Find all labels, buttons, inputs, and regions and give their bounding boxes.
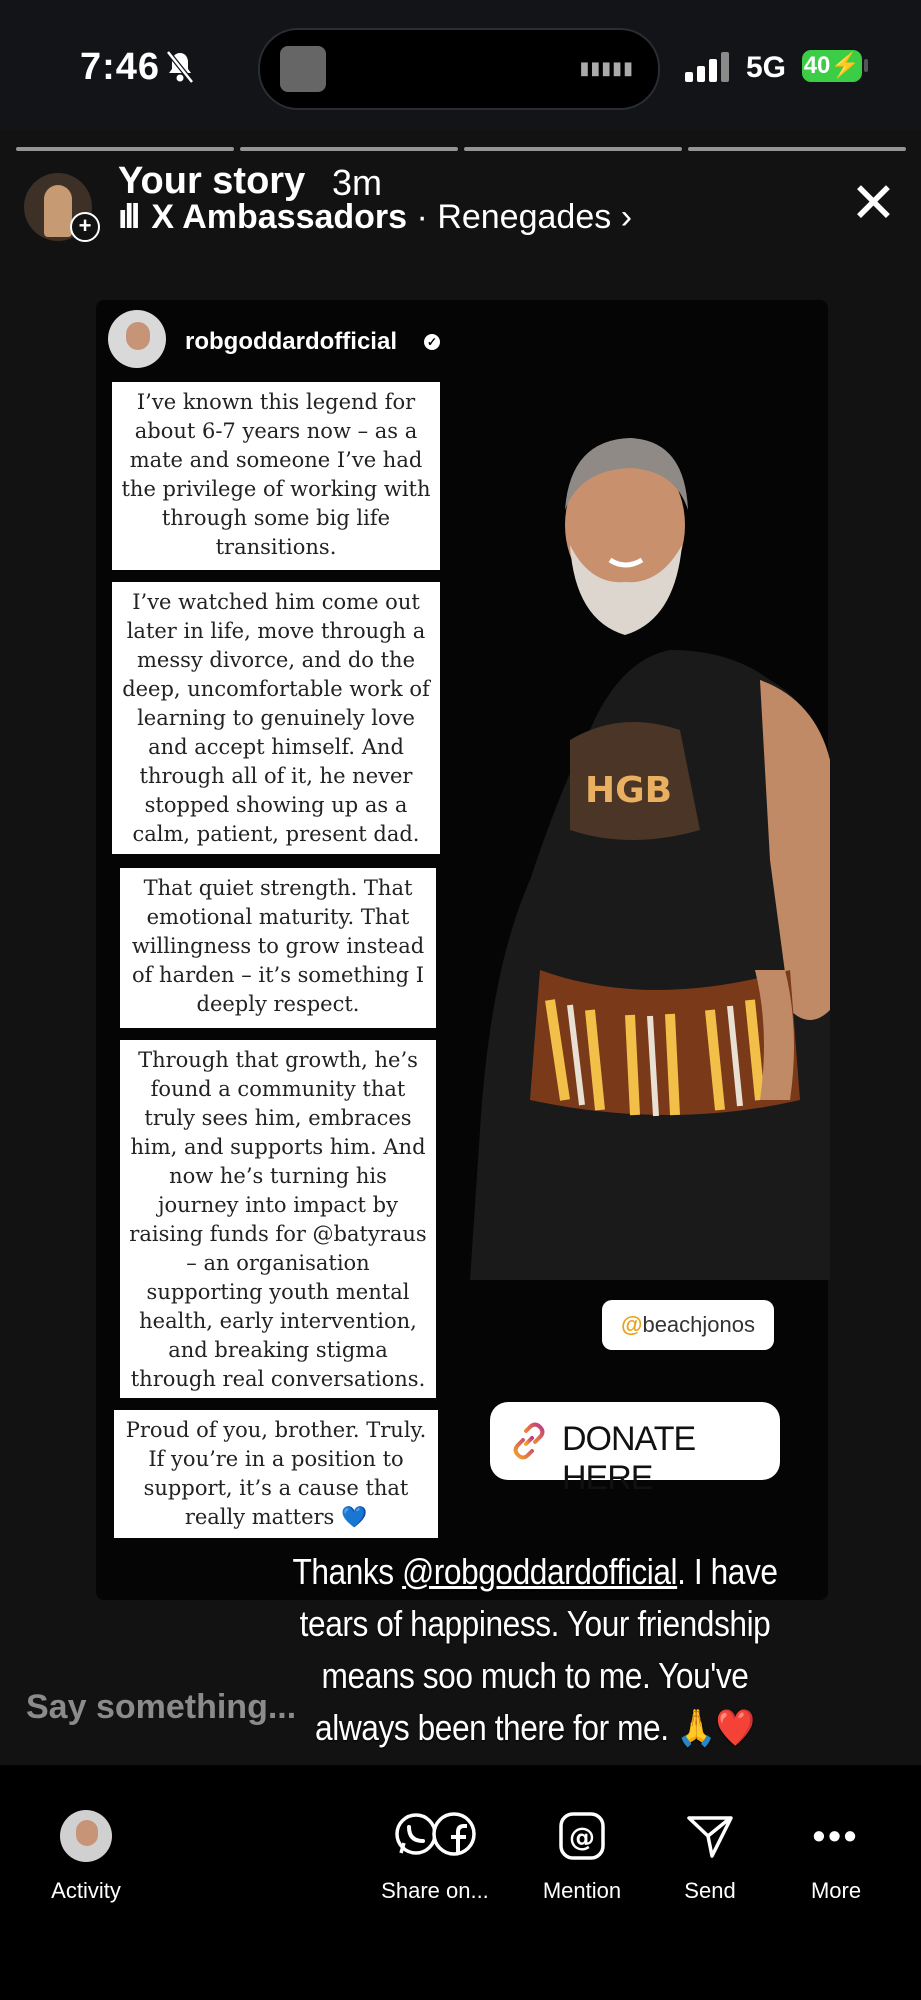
battery-level: 40 (803, 52, 831, 79)
share-on-label: Share on... (381, 1878, 489, 1903)
caption-prefix: Thanks (292, 1551, 403, 1592)
activity-label: Activity (51, 1878, 121, 1903)
caption-line1-rest: . I have (677, 1551, 778, 1592)
svg-text:HGB: HGB (585, 770, 673, 811)
text-note-2: I’ve watched him come out later in life, move through a messy divorce, and do the deep, uncomfortable work of learning to genuinely love and accept himself. And through all of it, he never stopped showing up as a calm, patient, present dad. (112, 582, 440, 854)
story-title[interactable]: Your story (118, 160, 306, 202)
send-label: Send (684, 1878, 736, 1903)
music-attribution[interactable] (118, 198, 632, 237)
mention-handle: beachjonos (642, 1312, 755, 1337)
ellipsis-icon: ••• (812, 1815, 860, 1856)
paper-plane-icon (660, 1810, 760, 1870)
activity-avatar (60, 1810, 112, 1862)
send-button[interactable] (660, 1810, 760, 1904)
battery-indicator: 40⚡ (802, 50, 862, 82)
whatsapp-facebook-icon (360, 1810, 510, 1870)
portrait-photo (470, 410, 830, 1280)
network-type: 5G (746, 51, 787, 84)
link-icon (508, 1420, 550, 1467)
text-note-5 (114, 1410, 438, 1538)
donate-link-sticker[interactable] (490, 1402, 780, 1497)
at-symbol: @ (569, 1823, 595, 1853)
poster-username[interactable]: robgoddardofficial (185, 328, 397, 355)
music-artist: X Ambassadors (151, 198, 408, 236)
mention-sticker[interactable] (602, 1300, 774, 1350)
audio-waveform-icon: ▮▮▮▮▮ (579, 58, 634, 78)
mention-label: Mention (542, 1878, 622, 1903)
text-note-3: That quiet strength. That emotional maturity. That willingness to grow instead of harden – it’s something I deeply respect. (120, 868, 436, 1028)
poster-avatar[interactable] (108, 310, 166, 368)
cellular-signal-icon (685, 52, 731, 87)
mention-at-symbol: @ (621, 1312, 643, 1337)
story-progress-segment-2 (240, 147, 458, 151)
chevron-right-icon: › (620, 198, 633, 236)
music-song: Renegades (437, 198, 612, 236)
dynamic-island[interactable] (258, 28, 660, 110)
story-age: 3m (332, 162, 383, 203)
more-button[interactable] (786, 1810, 886, 1904)
story-progress-segment-4 (688, 147, 906, 151)
caption-body: tears of happiness. Your friendship means soo much to me. You've always been there for me. 🙏❤️ (299, 1603, 771, 1748)
mention-button[interactable] (530, 1810, 634, 1904)
share-on-button[interactable] (360, 1810, 510, 1904)
donate-label: DONATE HERE (562, 1420, 696, 1497)
text-note-1: I’ve known this legend for about 6-7 years now – as a mate and someone I’ve had the privilege of working with through some big life transitions. (112, 382, 440, 570)
bell-slash-icon (165, 50, 195, 89)
now-playing-thumbnail (280, 46, 326, 92)
story-progress-segment-1 (16, 147, 234, 151)
activity-button[interactable] (26, 1810, 146, 1904)
verified-badge-icon: ✓ (424, 334, 440, 350)
more-label: More (810, 1878, 862, 1903)
reply-input[interactable]: Say something... (26, 1688, 297, 1726)
story-progress-segment-3 (464, 147, 682, 151)
status-bar (0, 0, 921, 130)
text-note-5-body: Proud of you, brother. Truly. If you’re in a position to support, it’s a cause that really matters (125, 1418, 427, 1529)
add-story-icon[interactable]: + (70, 212, 100, 242)
music-wave-icon: ıll (118, 198, 138, 236)
battery-tip (864, 59, 868, 72)
blue-heart-emoji: 💙 (341, 1505, 368, 1529)
music-separator: · (416, 198, 428, 236)
text-note-4: Through that growth, he’s found a community that truly sees him, embraces him, and supports him. And now he’s turning his journey into impact by raising funds for @batyraus – an organisation supporting youth mental health, early intervention, and breaking stigma through real conversations. (120, 1040, 436, 1398)
clock: 7:46 (80, 46, 161, 88)
at-icon (530, 1810, 634, 1870)
caption-mention-tag[interactable]: @robgoddardofficial (402, 1551, 678, 1592)
close-icon[interactable]: ✕ (850, 171, 897, 234)
story-caption (275, 1546, 794, 1754)
